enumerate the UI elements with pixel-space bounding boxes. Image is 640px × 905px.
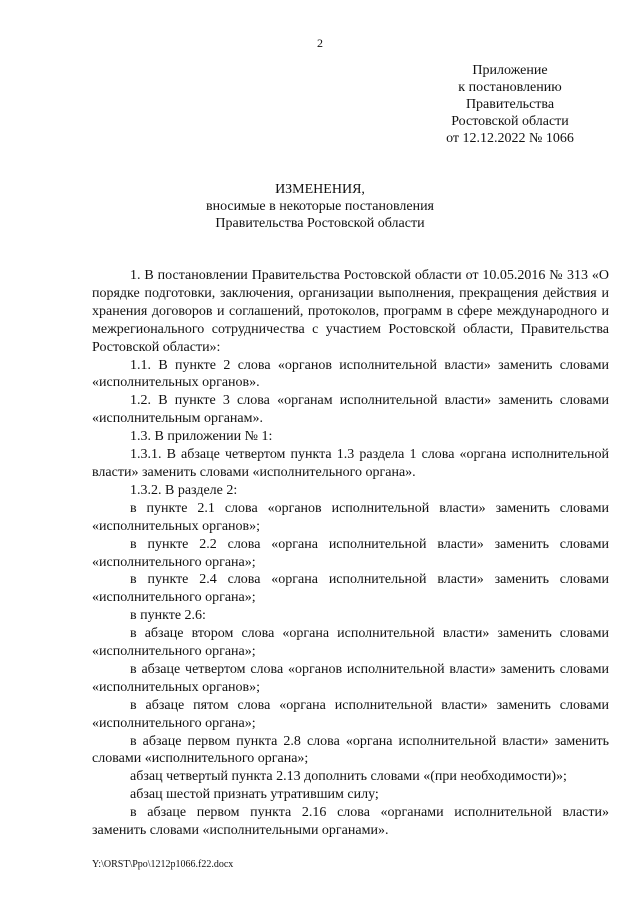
paragraph: абзац четвертый пункта 2.13 дополнить словами «(при необходимости)»; [130,769,567,785]
title-heading: ИЗМЕНЕНИЯ, [275,182,365,197]
paragraph: 1.3. В приложении № 1: [130,429,273,445]
document-title [0,181,640,232]
paragraph: в абзаце первом пункта 2.16 слова «органами исполнительной власти» заменить словами «исполнительными органами». [92,805,609,839]
paragraph: в абзаце первом пункта 2.8 слова «органа исполнительной власти» заменить словами «исполнительного органа»; [92,733,609,767]
paragraph: в абзаце пятом слова «органа исполнительной власти» заменить словами «исполнительного органа»; [92,697,609,731]
appendix-line: Правительства [465,97,555,112]
appendix-header [420,62,600,147]
appendix-line: к постановлению [458,80,562,95]
paragraph: 1.3.1. В абзаце четвертом пункта 1.3 раздела 1 слова «органа исполнительной власти» заменить словами «исполнительного органа». [92,447,609,480]
paragraph: в пункте 2.6: [130,608,206,624]
paragraph: в пункте 2.2 слова «органа исполнительной власти» заменить словами «исполнительного органа»; [92,536,609,570]
appendix-line: Ростовской области [451,114,569,129]
appendix-line: от 12.12.2022 № 1066 [446,131,574,146]
paragraph: абзац шестой признать утратившим силу; [130,787,379,803]
page-number: 2 [317,36,323,50]
paragraph: 1.2. В пункте 3 слова «органам исполнительной власти» заменить словами «исполнительным органам». [92,393,609,427]
paragraph: 1.3.2. В разделе 2: [130,482,238,498]
title-subtitle: Правительства Ростовской области [215,216,425,231]
paragraph: в пункте 2.1 слова «органов исполнительной власти» заменить словами «исполнительных органов»; [92,500,609,534]
paragraph: 1. В постановлении Правительства Ростовской области от 10.05.2016 № 313 «О порядке подготовки, заключения, организации выполнения, прекращения действия и хранения договоров и соглашений, протоколов, программ в сфере международного и межрегионального сотрудничества с участием Ростовской области, Правительства Ростовской области»: [92,268,609,355]
file-path-footer: Y:\ORST\Ppo\1212p1066.f22.docx [92,859,234,870]
paragraph: в абзаце четвертом слова «органов исполнительной власти» заменить словами «исполнительных органов»; [92,661,609,695]
paragraph: в пункте 2.4 слова «органа исполнительной власти» заменить словами «исполнительного органа»; [92,572,609,606]
title-subtitle: вносимые в некоторые постановления [205,199,434,214]
appendix-line: Приложение [472,63,548,78]
document-body [92,267,609,840]
paragraph: 1.1. В пункте 2 слова «органов исполнительной власти» заменить словами «исполнительных органов». [92,357,609,391]
paragraph: в абзаце втором слова «органа исполнительной власти» заменить словами «исполнительного органа»; [92,626,609,660]
